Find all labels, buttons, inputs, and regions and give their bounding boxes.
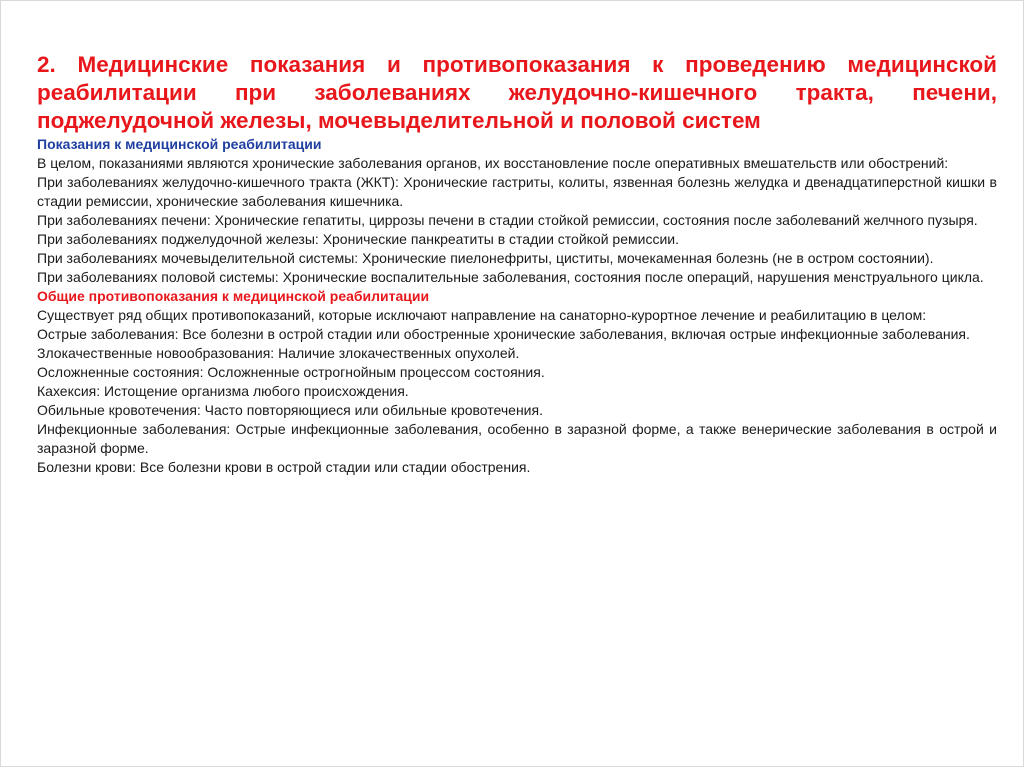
contraindications-paragraph: Существует ряд общих противопоказаний, которые исключают направление на санаторно-курортное лечение и реабилитацию в целом: (37, 307, 927, 323)
contraindications-paragraph: Инфекционные заболевания: Острые инфекционные заболевания, особенно в заразной форме, а также венерические заболевания в острой и заразной форме. (37, 421, 997, 456)
indications-section (37, 135, 997, 287)
indications-paragraph: В целом, показаниями являются хронические заболевания органов, их восстановление после оперативных вмешательств или обострений: (37, 155, 949, 171)
indications-paragraph: При заболеваниях поджелудочной железы: Хронические панкреатиты в стадии стойкой ремиссии. (37, 231, 679, 247)
indications-paragraph: При заболеваниях мочевыделительной системы: Хронические пиелонефриты, циститы, мочекаменная болезнь (не в остром состоянии). (37, 250, 934, 266)
contraindications-paragraph: Болезни крови: Все болезни крови в острой стадии или стадии обострения. (37, 459, 531, 475)
contraindications-paragraph: Злокачественные новообразования: Наличие злокачественных опухолей. (37, 345, 520, 361)
contraindications-section (37, 287, 997, 477)
indications-paragraph: При заболеваниях половой системы: Хронические воспалительные заболевания, состояния после операций, нарушения менструального цикла. (37, 269, 984, 285)
contraindications-heading: Общие противопоказания к медицинской реабилитации (37, 288, 430, 304)
indications-paragraph: При заболеваниях желудочно-кишечного тракта (ЖКТ): Хронические гастриты, колиты, язвенная болезнь желудка и двенадцатиперстной кишки в стадии ремиссии, хронические заболевания кишечника. (37, 174, 997, 209)
slide-content (37, 51, 997, 477)
contraindications-paragraph: Кахексия: Истощение организма любого происхождения. (37, 383, 409, 399)
indications-paragraph: При заболеваниях печени: Хронические гепатиты, циррозы печени в стадии стойкой ремиссии, состояния после заболеваний желчного пузыря. (37, 212, 978, 228)
slide-title: 2. Медицинские показания и противопоказания к проведению медицинской реабилитации при заболеваниях желудочно-кишечного тракта, печени, поджелудочной железы, мочевыделительной и половой систем (37, 52, 997, 133)
contraindications-paragraph: Обильные кровотечения: Часто повторяющиеся или обильные кровотечения. (37, 402, 543, 418)
contraindications-paragraph: Осложненные состояния: Осложненные острогнойным процессом состояния. (37, 364, 545, 380)
indications-heading: Показания к медицинской реабилитации (37, 136, 322, 152)
contraindications-paragraph: Острые заболевания: Все болезни в острой стадии или обостренные хронические заболевания, включая острые инфекционные заболевания. (37, 326, 970, 342)
